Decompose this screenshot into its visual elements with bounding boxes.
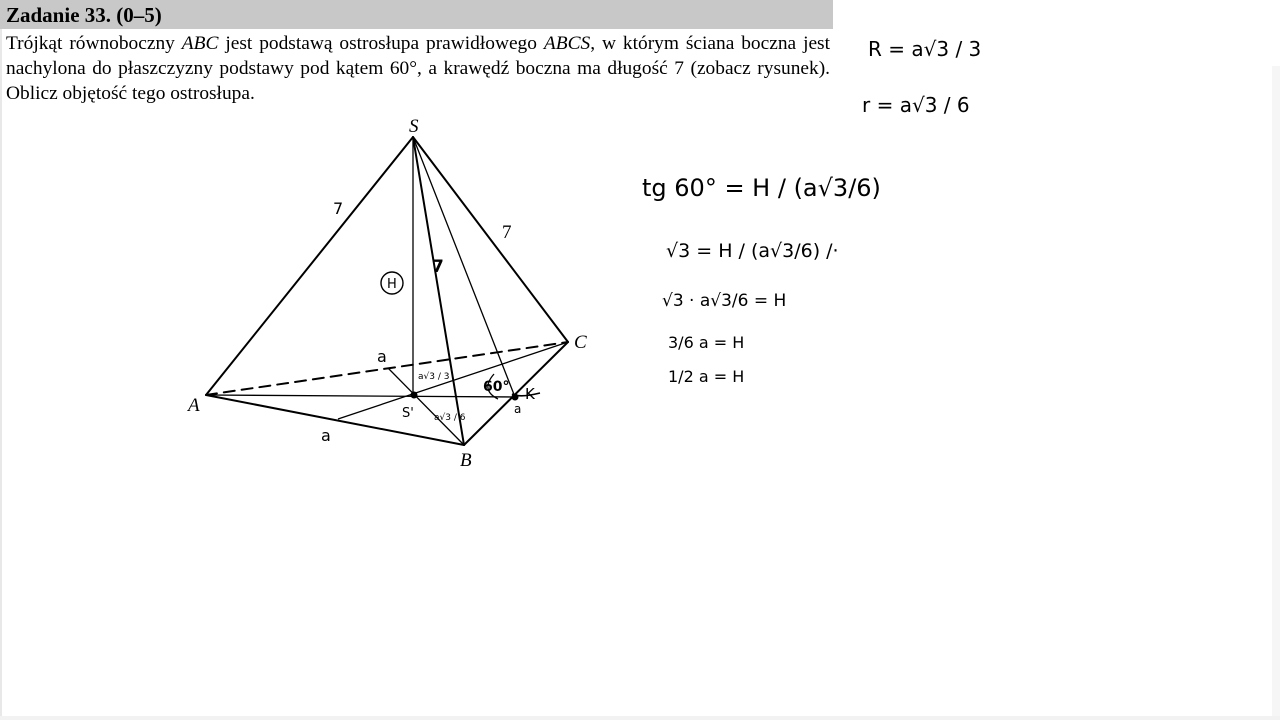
- base-median-a: [206, 395, 515, 397]
- angle-label: 60°: [483, 379, 510, 395]
- edge-ab: [206, 395, 464, 445]
- edge-bs: [413, 137, 464, 445]
- note-small-r: r = a√3 / 6: [862, 93, 970, 117]
- small-r-label: a√3 / 6: [434, 413, 466, 423]
- side-label-bottom: a: [321, 426, 331, 445]
- solution-step: tg 60° = H / (a√3/6): [642, 174, 881, 202]
- height-label: H: [387, 277, 397, 292]
- big-r-label: a√3 / 3: [418, 372, 450, 382]
- edge-label-as: 7: [333, 199, 344, 218]
- solution-step: 3/6 a = H: [668, 333, 745, 352]
- point-k: [512, 394, 519, 401]
- solution-step: √3 = H / (a√3/6) /·: [666, 240, 839, 262]
- point-s-prime: [411, 392, 418, 399]
- vertex-label-a: A: [188, 395, 200, 416]
- task-text-part: ABC: [181, 33, 219, 54]
- task-title: Zadanie 33. (0–5): [6, 3, 162, 27]
- edge-label-cs: 7: [502, 222, 512, 243]
- base-median-c: [338, 342, 568, 419]
- edge-ac-hidden: [206, 342, 568, 395]
- point-k-label: K: [525, 385, 535, 403]
- solution-step: √3 · a√3/6 = H: [662, 291, 787, 311]
- vertex-label-b: B: [460, 450, 472, 471]
- side-label-right: a: [514, 402, 522, 416]
- task-text-part: Trójkąt równoboczny: [6, 33, 182, 54]
- vertex-label-s: S: [409, 116, 419, 137]
- point-s-prime-label: S': [402, 406, 414, 421]
- task-text-part: ABCS: [543, 33, 591, 54]
- edge-cs: [413, 137, 568, 342]
- edge-label-bs: 7: [432, 257, 444, 277]
- side-label-top: a: [377, 347, 387, 366]
- note-big-r: R = a√3 / 3: [868, 37, 982, 61]
- edge-bc: [464, 342, 568, 445]
- vertex-label-c: C: [574, 332, 587, 353]
- solution-step: 1/2 a = H: [668, 367, 745, 386]
- task-text-part: jest podstawą ostrosłupa prawidłowego: [218, 33, 544, 54]
- task-text-part: , w którym ściana boczna jest nachylona do płaszczyzny podstawy pod kątem 60°, a krawędź boczna ma długość 7 (zobacz rysunek). Oblicz objętość tego ostrosłupa.: [6, 33, 830, 104]
